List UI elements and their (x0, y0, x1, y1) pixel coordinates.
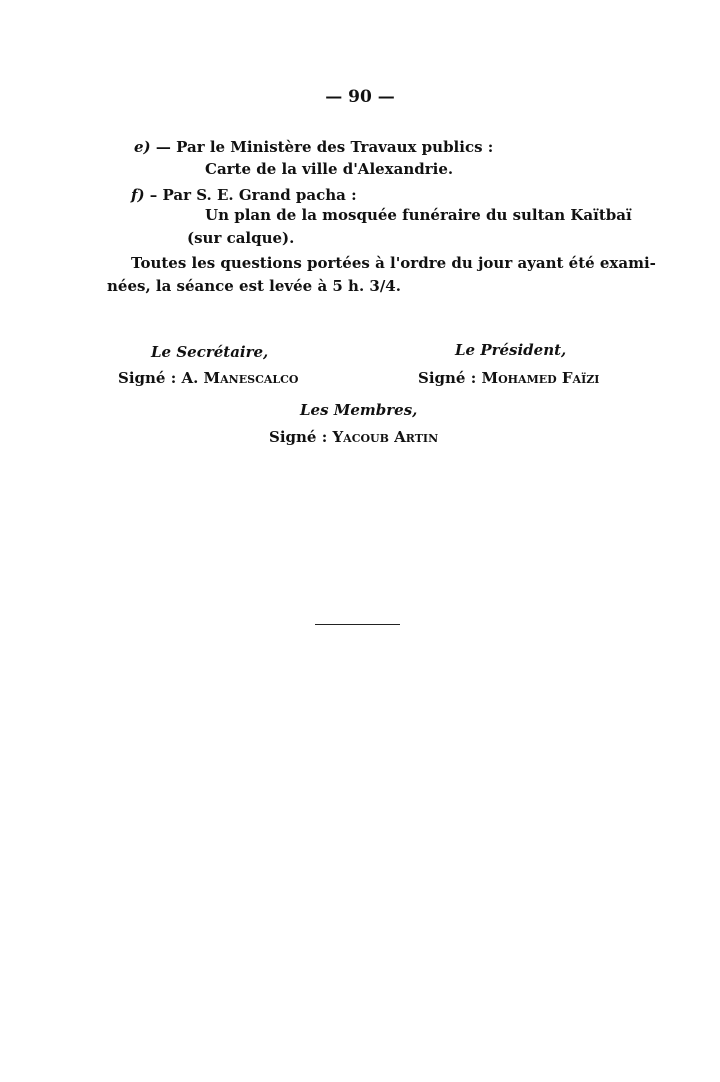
president-signature (418, 368, 599, 388)
president-title: Le Président, (455, 341, 567, 359)
closing-paragraph-line: nées, la séance est levée à 5 h. 3/4. (107, 277, 401, 295)
page-number: — 90 — (325, 87, 395, 107)
closing-rule (315, 624, 400, 625)
item-letter: f) (131, 186, 145, 204)
signature-label: Signé : (269, 428, 328, 446)
item-detail: (sur calque). (187, 229, 295, 247)
signature-label: Signé : (418, 369, 477, 387)
item-detail: Carte de la ville d'Alexandrie. (205, 160, 454, 178)
closing-paragraph-line: Toutes les questions portées à l'ordre du jour ayant été exami- (131, 254, 656, 272)
members-title: Les Membres, (300, 401, 418, 419)
signatory-name: Yacoub Artin (332, 428, 439, 446)
signature-label: Signé : A. (118, 369, 199, 387)
list-item-e (134, 137, 493, 157)
item-detail: Un plan de la mosquée funéraire du sultan Kaïtbaï (205, 206, 632, 224)
item-heading: – Par S. E. Grand pacha : (149, 186, 357, 204)
secretary-signature (118, 368, 298, 388)
members-signature (269, 427, 438, 447)
item-heading: — Par le Ministère des Travaux publics : (155, 138, 494, 156)
signatory-name: Mohamed Faïzi (481, 369, 600, 387)
list-item-f (131, 185, 357, 205)
item-letter: e) (134, 138, 151, 156)
signatory-name: Manescalco (203, 369, 299, 387)
secretary-title: Le Secrétaire, (151, 343, 269, 361)
